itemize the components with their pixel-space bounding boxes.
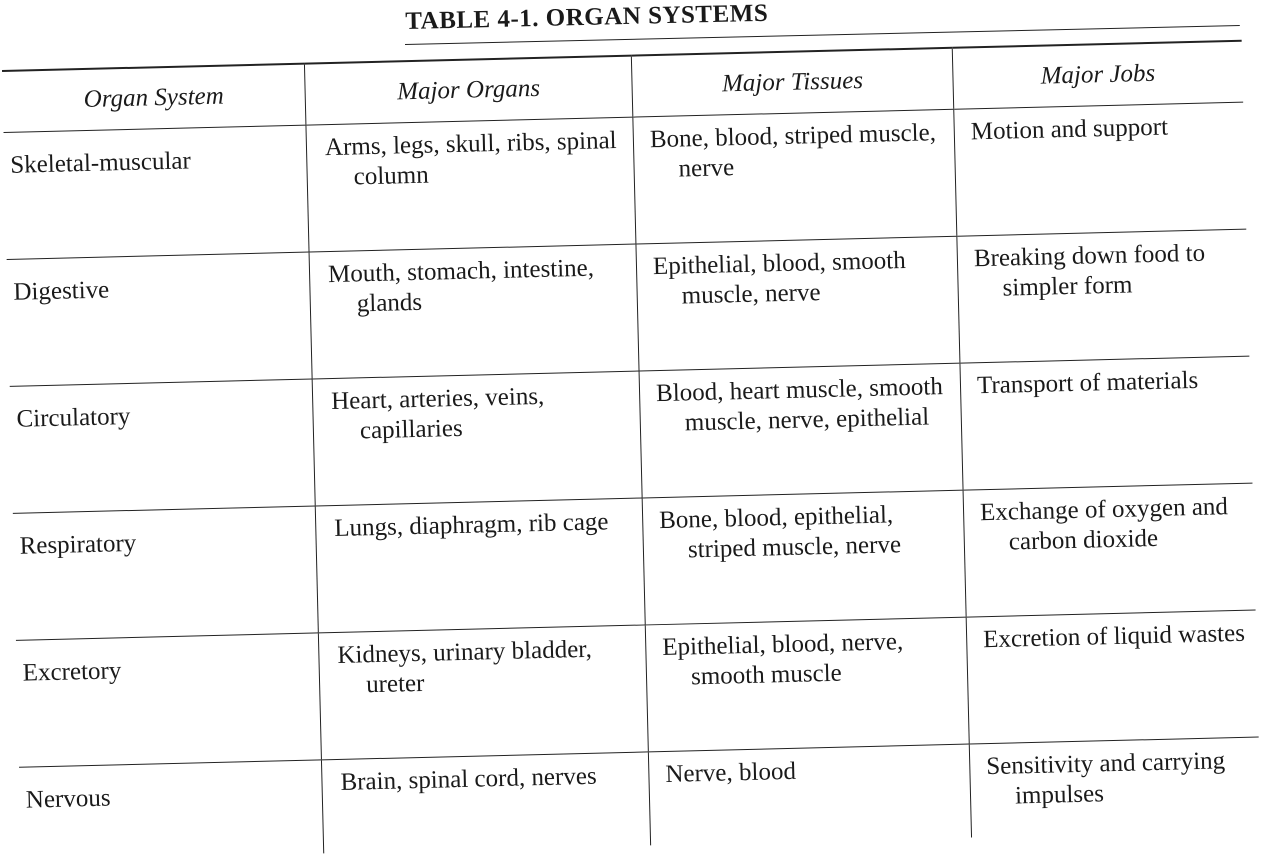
major-tissues-text: Epithelial, blood, smooth muscle, nerve: [652, 246, 907, 310]
organ-system-text: Respiratory: [19, 529, 137, 560]
major-jobs-text: Transport of materials: [976, 366, 1199, 400]
major-tissues-text: Blood, heart muscle, smooth muscle, nerve, epithelial: [655, 373, 944, 437]
cell-major-organs: [312, 371, 642, 506]
cell-organ-system: [7, 252, 313, 386]
organ-system-text: Circulatory: [16, 402, 131, 433]
cell-major-jobs: [954, 102, 1247, 236]
table-title: TABLE 4-1. ORGAN SYSTEMS: [405, 0, 769, 35]
cell-major-tissues: [642, 490, 966, 625]
cell-major-organs: [306, 117, 636, 252]
major-jobs-text: Excretion of liquid wastes: [982, 619, 1246, 654]
cell-organ-system: [19, 760, 324, 861]
major-organs-text: Mouth, stomach, intestine, glands: [327, 254, 595, 318]
cell-major-organs: [321, 752, 650, 853]
header-organ-system: Organ System: [2, 64, 306, 133]
cell-major-jobs: [957, 229, 1250, 363]
major-jobs-text: Motion and support: [970, 113, 1169, 146]
organ-systems-table: [2, 40, 1261, 861]
major-tissues-text: Epithelial, blood, nerve, smooth muscle: [661, 628, 904, 691]
cell-major-jobs: [960, 356, 1253, 490]
cell-major-tissues: [645, 617, 969, 752]
cell-organ-system: [4, 125, 310, 259]
cell-major-jobs: [966, 610, 1259, 744]
cell-major-tissues: [648, 744, 971, 845]
major-tissues-text: Nerve, blood: [665, 757, 797, 788]
cell-major-organs: [315, 498, 645, 633]
major-organs-text: Arms, legs, skull, ribs, spinal column: [324, 127, 617, 191]
cell-major-organs: [309, 244, 639, 379]
major-jobs-text: Exchange of oxygen and carbon dioxide: [979, 493, 1229, 556]
cell-major-tissues: [633, 109, 957, 244]
major-jobs-text: Breaking down food to simpler form: [973, 239, 1206, 302]
major-organs-text: Heart, arteries, veins, capillaries: [330, 382, 545, 445]
cell-organ-system: [13, 506, 319, 640]
organ-system-text: Digestive: [13, 276, 110, 306]
organ-system-text: Excretory: [22, 657, 122, 687]
organ-system-text: Nervous: [25, 784, 111, 814]
major-organs-text: Brain, spinal cord, nerves: [340, 762, 597, 796]
major-organs-text: Kidneys, urinary bladder, ureter: [337, 635, 593, 699]
cell-organ-system: [16, 633, 322, 767]
major-tissues-text: Bone, blood, striped muscle, nerve: [649, 119, 937, 183]
organ-systems-table-wrapper: [2, 40, 1261, 861]
major-organs-text: Lungs, diaphragm, rib cage: [333, 508, 609, 543]
cell-major-tissues: [639, 363, 963, 498]
cell-major-jobs: [963, 483, 1256, 617]
header-major-jobs: Major Jobs: [952, 41, 1243, 110]
header-major-tissues: Major Tissues: [631, 48, 953, 117]
cell-major-tissues: [636, 236, 960, 371]
major-jobs-text: Sensitivity and carrying impulses: [985, 747, 1226, 810]
cell-organ-system: [10, 379, 316, 513]
cell-major-organs: [318, 625, 648, 760]
major-tissues-text: Bone, blood, epithelial, striped muscle, nerve: [658, 501, 902, 564]
organ-system-text: Skeletal-muscular: [10, 147, 192, 179]
cell-major-jobs: [969, 737, 1261, 838]
header-major-organs: Major Organs: [304, 56, 632, 125]
